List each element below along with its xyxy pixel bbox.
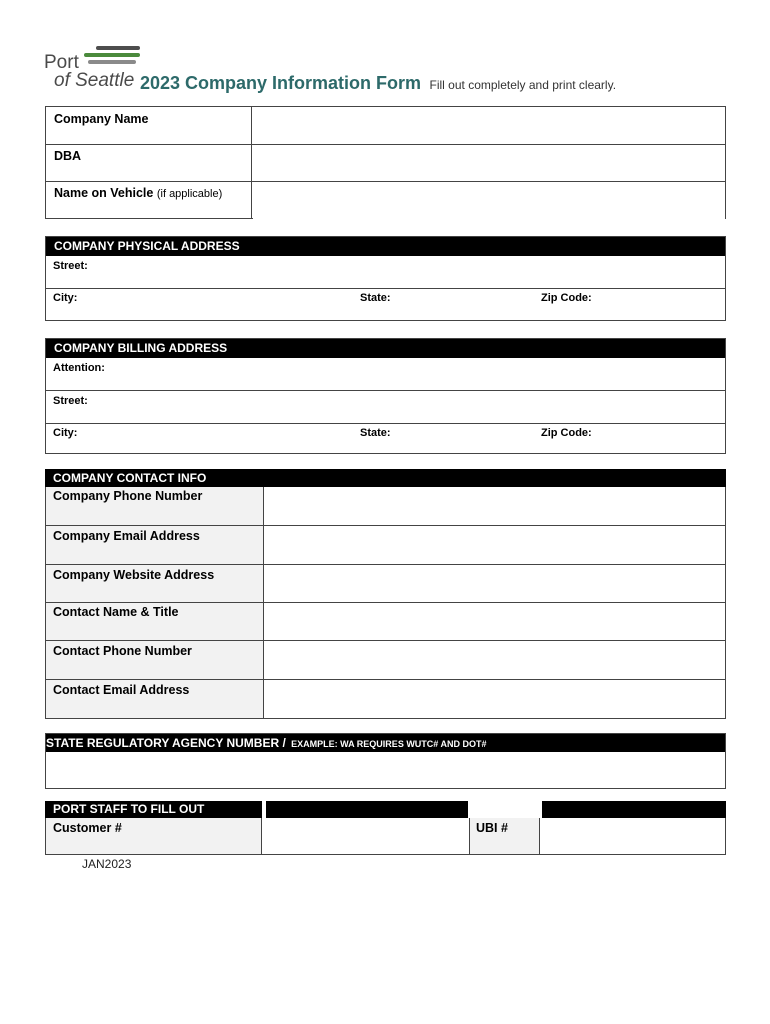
contact-email-field[interactable] — [264, 680, 725, 718]
billing-street-row[interactable] — [46, 391, 725, 424]
logo-stripe-dark — [96, 46, 140, 50]
contact-row-label: Contact Phone Number — [53, 644, 192, 658]
ubi-number-field[interactable] — [540, 818, 725, 854]
billing-state-label: State: — [360, 427, 391, 439]
contact-row — [46, 526, 725, 565]
dba-row — [46, 145, 725, 182]
form-subtitle: Fill out completely and print clearly. — [429, 78, 617, 92]
physical-address-heading: COMPANY PHYSICAL ADDRESS — [46, 237, 725, 256]
company-email-field[interactable] — [264, 526, 725, 563]
port-of-seattle-logo — [44, 44, 144, 92]
port-staff-heading: PORT STAFF TO FILL OUT — [45, 801, 262, 818]
logo-text-of-seattle — [54, 70, 134, 92]
billing-zip-label: Zip Code: — [541, 427, 592, 439]
logo-text-port: Port — [44, 52, 79, 73]
agency-number-heading-text: STATE REGULATORY AGENCY NUMBER / — [46, 736, 286, 750]
port-staff-table — [45, 801, 726, 855]
form-date-code: JAN2023 — [82, 857, 132, 871]
contact-info-heading: COMPANY CONTACT INFO — [45, 469, 264, 487]
contact-row-label: Company Email Address — [53, 529, 200, 543]
contact-name-title-field[interactable] — [264, 603, 725, 639]
contact-row-label: Contact Email Address — [53, 683, 190, 697]
contact-row-label: Company Phone Number — [53, 489, 203, 503]
vehicle-name-field[interactable] — [253, 182, 725, 219]
form-title-block — [140, 73, 616, 94]
physical-street-row[interactable] — [46, 256, 725, 289]
contact-info-table — [45, 469, 726, 719]
physical-zip-label: Zip Code: — [541, 292, 592, 304]
contact-row-label: Company Website Address — [53, 568, 215, 582]
physical-city-label: City: — [53, 292, 78, 304]
contact-row — [46, 487, 725, 526]
agency-number-field[interactable] — [46, 752, 725, 788]
physical-city-row — [46, 289, 725, 321]
logo-stripe-gray — [88, 60, 136, 64]
contact-row — [46, 565, 725, 603]
staff-header-fill-right — [542, 801, 726, 818]
vehicle-name-label — [54, 186, 222, 200]
staff-header-fill-mid — [266, 801, 468, 818]
customer-number-field[interactable] — [262, 818, 469, 854]
billing-city-label: City: — [53, 427, 78, 439]
dba-label: DBA — [54, 149, 82, 163]
physical-address-table — [45, 236, 726, 321]
company-name-field[interactable] — [253, 107, 725, 143]
company-phone-field[interactable] — [264, 487, 725, 524]
agency-number-heading — [46, 734, 725, 752]
contact-header-right-fill — [264, 469, 726, 487]
contact-phone-field[interactable] — [264, 641, 725, 678]
staff-divider-2 — [469, 818, 470, 854]
company-name-row — [46, 107, 725, 145]
billing-city-row — [46, 424, 725, 454]
physical-state-label: State: — [360, 292, 391, 304]
contact-row — [46, 680, 725, 718]
logo-stripe-green — [84, 53, 140, 57]
contact-row — [46, 641, 725, 680]
vehicle-name-row — [46, 182, 725, 219]
billing-address-heading: COMPANY BILLING ADDRESS — [46, 339, 725, 358]
contact-row-label: Contact Name & Title — [53, 605, 179, 619]
company-name-label: Company Name — [54, 112, 149, 126]
billing-street-label: Street: — [53, 395, 88, 407]
billing-address-table — [45, 338, 726, 454]
agency-number-example: EXAMPLE: WA REQUIRES WUTC# AND DOT# — [291, 739, 487, 749]
physical-street-label: Street: — [53, 260, 88, 272]
billing-attention-label: Attention: — [53, 362, 105, 374]
contact-row — [46, 603, 725, 641]
ubi-number-label: UBI # — [476, 821, 508, 835]
vehicle-name-label-text: Name on Vehicle — [54, 186, 154, 200]
vehicle-note: (if applicable) — [156, 188, 223, 200]
dba-field[interactable] — [253, 145, 725, 180]
form-title: 2023 Company Information Form — [140, 73, 422, 93]
agency-number-table — [45, 733, 726, 789]
billing-attention-row[interactable] — [46, 358, 725, 391]
logo-text-of-seattle-label: of Seattle — [54, 70, 135, 91]
company-identity-table — [45, 106, 726, 219]
company-website-field[interactable] — [264, 565, 725, 601]
customer-number-label: Customer # — [53, 821, 122, 835]
